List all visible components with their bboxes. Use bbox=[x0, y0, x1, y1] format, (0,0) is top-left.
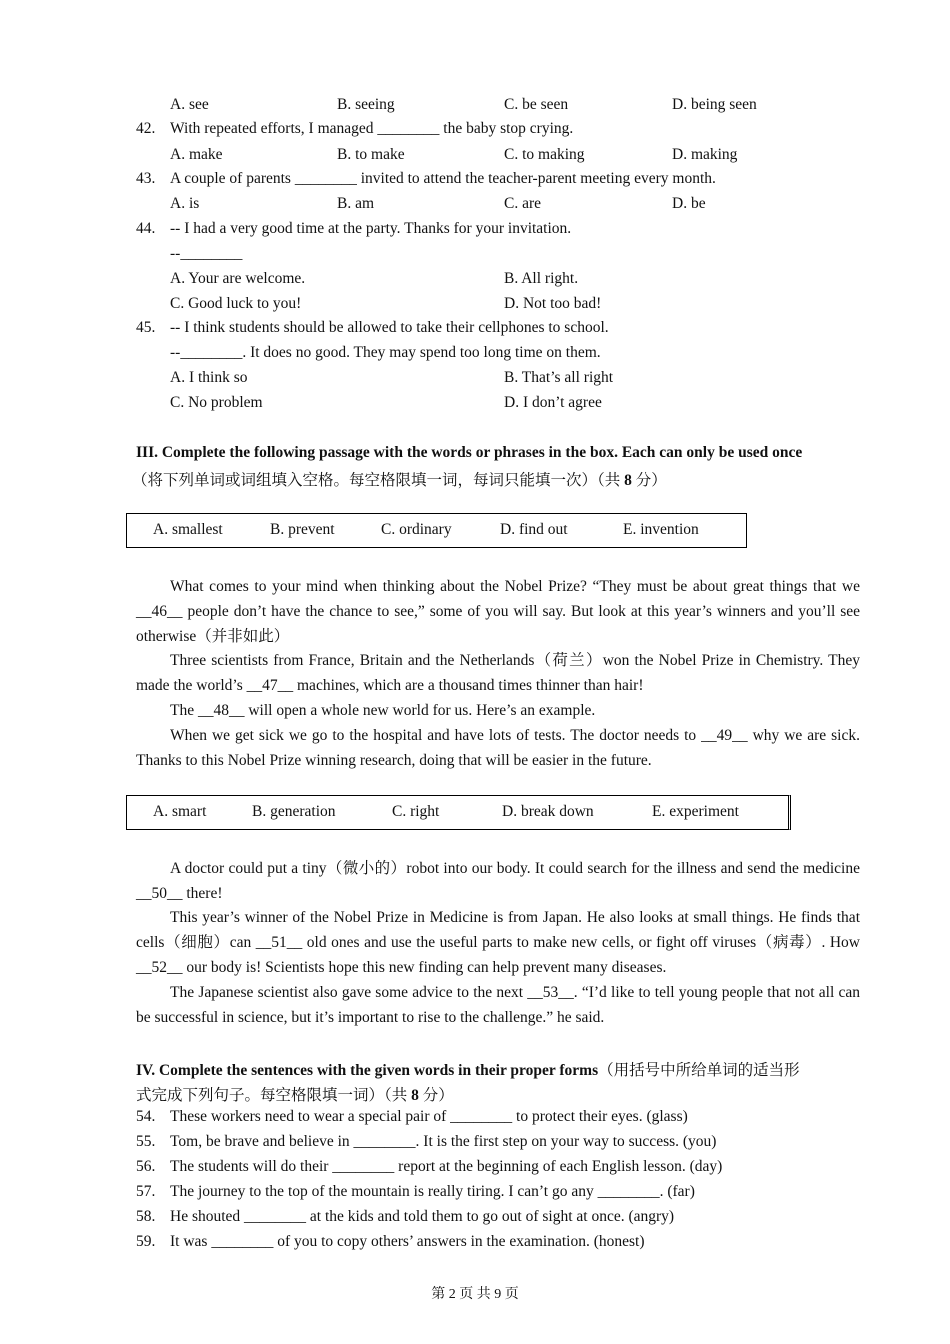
word-option: B. generation bbox=[252, 803, 336, 820]
q44-option-b: B. All right. bbox=[504, 270, 579, 287]
q45-option-b: B. That’s all right bbox=[504, 369, 614, 386]
q42-option-d: D. making bbox=[672, 146, 738, 163]
question-number: 43. bbox=[136, 170, 156, 187]
word-option: B. prevent bbox=[270, 521, 335, 538]
word-option: A. smallest bbox=[153, 521, 223, 538]
reply-blank: --________. It does no good. They may spend too long time on them. bbox=[170, 344, 601, 361]
question-text: The journey to the top of the mountain is really tiring. I can’t go any ________. (far) bbox=[170, 1183, 695, 1200]
q42-option-a: A. make bbox=[170, 146, 223, 163]
word-box-1 bbox=[126, 513, 747, 548]
q44-option-c: C. Good luck to you! bbox=[170, 295, 302, 312]
reply-blank: --________ bbox=[170, 245, 243, 262]
question-text: He shouted ________ at the kids and told them to go out of sight at once. (angry) bbox=[170, 1208, 675, 1225]
word-option: D. find out bbox=[500, 521, 568, 538]
q42-option-c: C. to making bbox=[504, 146, 585, 163]
word-option: D. break down bbox=[502, 803, 594, 820]
q41-option-d: D. being seen bbox=[672, 96, 757, 113]
question-number: 59. bbox=[136, 1233, 156, 1250]
question-text: It was ________ of you to copy others’ answers in the examination. (honest) bbox=[170, 1233, 645, 1250]
q43-option-c: C. are bbox=[504, 195, 542, 212]
passage-paragraph: The __48__ will open a whole new world for us. Here’s an example. bbox=[170, 702, 596, 719]
question-number: 58. bbox=[136, 1208, 156, 1225]
question-text: -- I think students should be allowed to take their cellphones to school. bbox=[170, 319, 609, 336]
q43-option-d: D. be bbox=[672, 195, 706, 212]
question-number: 55. bbox=[136, 1133, 156, 1150]
question-text: -- I had a very good time at the party. Thanks for your invitation. bbox=[170, 220, 572, 237]
question-number: 45. bbox=[136, 319, 156, 336]
q41-option-b: B. seeing bbox=[337, 96, 395, 113]
question-text: These workers need to wear a special pair of ________ to protect their eyes. (glass) bbox=[170, 1108, 688, 1125]
q41-option-c: C. be seen bbox=[504, 96, 569, 113]
section-3-subheading: （将下列单词或词组填入空格。每空格限填一词，每词只能填一次）（共 8 分） bbox=[132, 472, 667, 489]
question-number: 54. bbox=[136, 1108, 156, 1125]
question-text: With repeated efforts, I managed ________ the baby stop crying. bbox=[170, 120, 574, 137]
q42-option-b: B. to make bbox=[337, 146, 405, 163]
page-footer: 第 2 页 共 9 页 bbox=[431, 1287, 519, 1302]
question-text: The students will do their ________ report at the beginning of each English lesson. (day) bbox=[170, 1158, 723, 1175]
section-4-heading: IV. Complete the sentences with the given words in their proper forms（用括号中所给单词的适当形 bbox=[136, 1062, 800, 1079]
q43-option-a: A. is bbox=[170, 195, 200, 212]
q45-option-c: C. No problem bbox=[170, 394, 263, 411]
question-number: 56. bbox=[136, 1158, 156, 1175]
passage-paragraph: The Japanese scientist also gave some advice to the next __53__. “I’d like to tell young people that not all can be successful in science, but it’s important to rise to the challenge.” he said. bbox=[136, 984, 860, 1026]
question-text: A couple of parents ________ invited to attend the teacher-parent meeting every month. bbox=[170, 170, 716, 187]
word-option: E. invention bbox=[623, 521, 699, 538]
q44-option-a: A. Your are welcome. bbox=[170, 270, 306, 287]
question-number: 44. bbox=[136, 220, 156, 237]
word-option: E. experiment bbox=[652, 803, 739, 820]
q43-option-b: B. am bbox=[337, 195, 375, 212]
word-option: C. right bbox=[392, 803, 440, 820]
word-option: C. ordinary bbox=[381, 521, 452, 538]
section-4-subheading: 式完成下列句子。每空格限填一词）（共 8 分） bbox=[136, 1087, 454, 1104]
passage-paragraph: A doctor could put a tiny（微小的）robot into our body. It could search for the illness and send the medicine __50__ there! bbox=[136, 860, 860, 902]
passage-paragraph: What comes to your mind when thinking about the Nobel Prize? “They must be about great things that we __46__ people don’t have the chance to see,” some of you will say. But look at this year’s winners and you’ll see otherwise（并非如此） bbox=[136, 578, 860, 645]
q41-option-a: A. see bbox=[170, 96, 209, 113]
q45-option-a: A. I think so bbox=[170, 369, 248, 386]
word-box-2 bbox=[126, 795, 791, 830]
section-3-heading: III. Complete the following passage with the words or phrases in the box. Each can only be used once bbox=[136, 444, 803, 461]
word-option: A. smart bbox=[153, 803, 207, 820]
question-number: 42. bbox=[136, 120, 156, 137]
q45-option-d: D. I don’t agree bbox=[504, 394, 602, 411]
passage-paragraph: This year’s winner of the Nobel Prize in Medicine is from Japan. He also looks at small things. He finds that cells（细胞）can __51__ old ones and use the useful parts to make new cells, or fight off viruses（病毒）. How __52__ our body is! Scientists hope this new finding can help prevent many diseases. bbox=[136, 909, 860, 976]
passage-paragraph: Three scientists from France, Britain and the Netherlands（荷兰）won the Nobel Prize in Chemistry. They made the world’s __47__ machines, which are a thousand times thinner than hair! bbox=[136, 652, 860, 694]
question-text: Tom, be brave and believe in ________. It is the first step on your way to success. (you) bbox=[170, 1133, 717, 1150]
q44-option-d: D. Not too bad! bbox=[504, 295, 602, 312]
question-number: 57. bbox=[136, 1183, 156, 1200]
passage-paragraph: When we get sick we go to the hospital and have lots of tests. The doctor needs to __49__ why we are sick. Thanks to this Nobel Prize winning research, doing that will be easier in the future. bbox=[136, 727, 860, 769]
